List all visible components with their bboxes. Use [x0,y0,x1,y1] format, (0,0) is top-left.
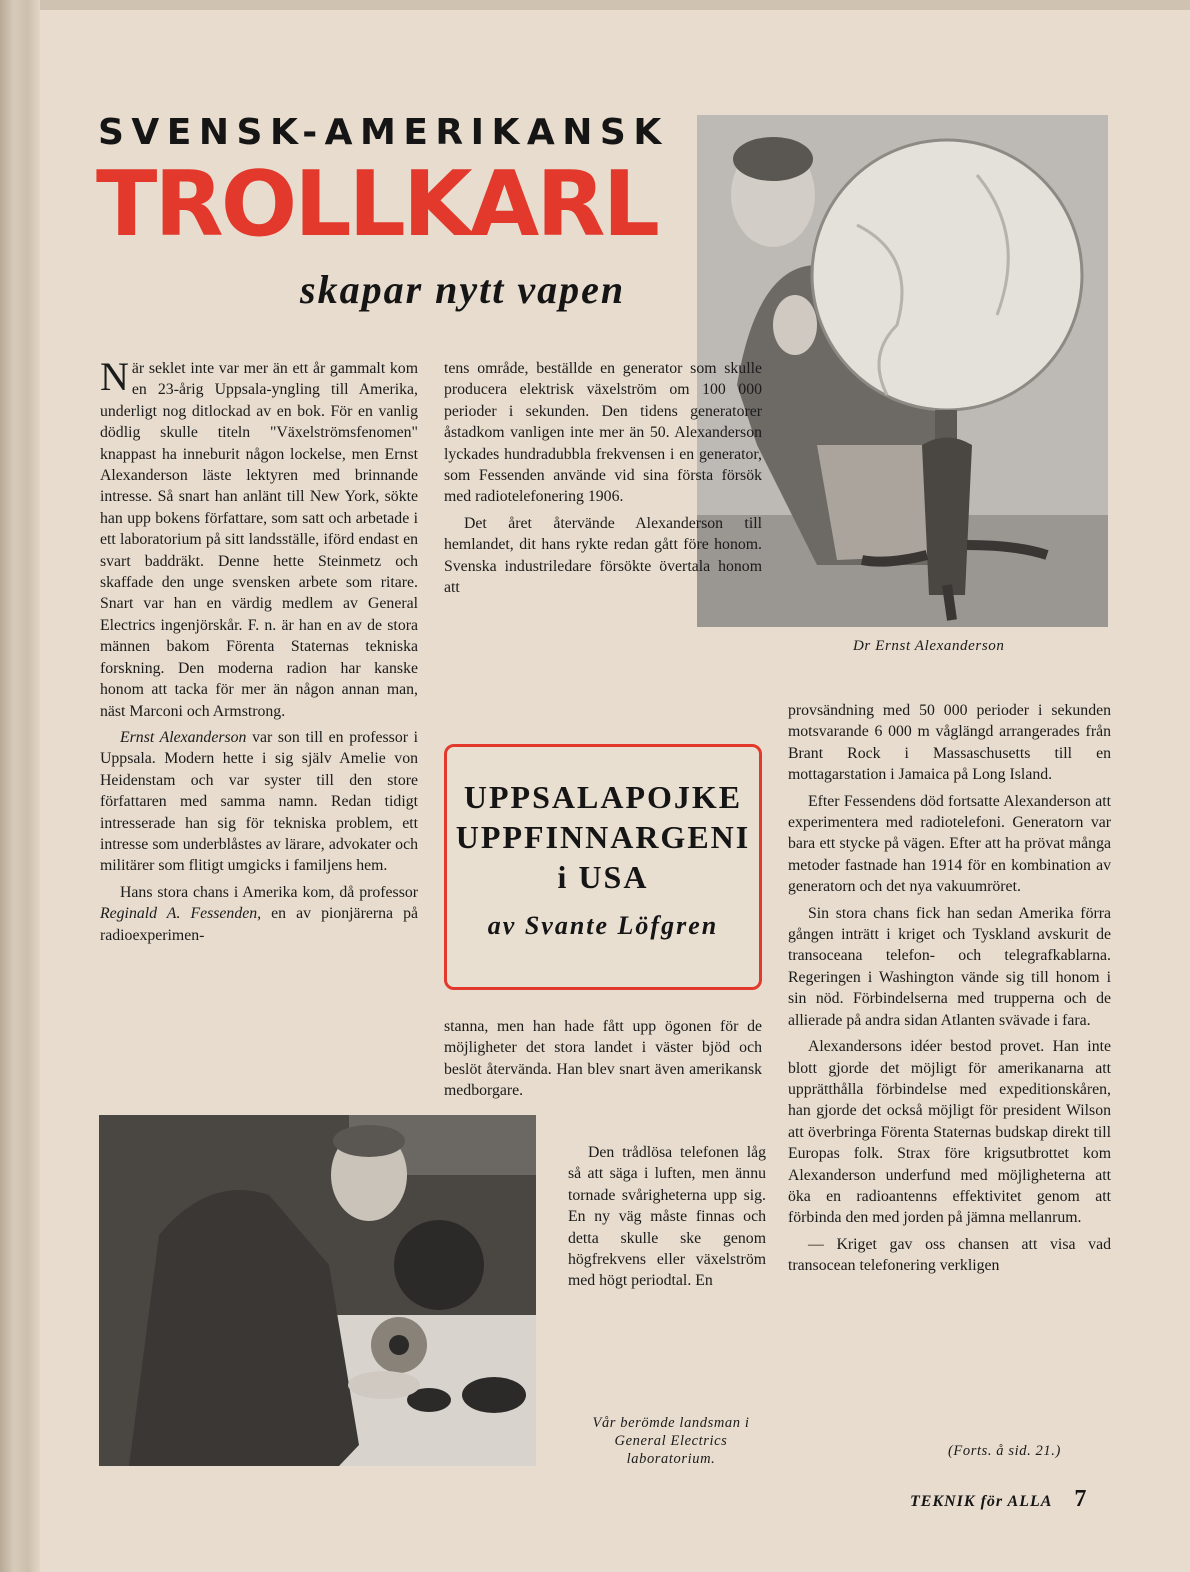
photo-lab-illustration [99,1115,536,1466]
box-title-line-1: UPPSALAPOJKE [463,779,743,815]
col3-paragraph-1: provsändning med 50 000 perioder i sekunden motsvarande 6 000 m våglängd arrangerades från Brant Rock i Massaschusetts till en mottagarstation i Jamaica på Long Island. [788,702,1111,784]
col1-p1-text: är seklet inte var mer än ett år gammalt kom en 23-årig Uppsala-yngling till Amerika, underligt nog ditlockad av en bok. För en vanlig dödlig skulle titeln "Växelströmsfenomen" knappast ha inneburit någon lockelse, men Ernst Alexanderson läste lektyren med brinnande intresse. Så snart han anlänt till New York, sökte han upp bokens författare, som satt och arbetade i ett laboratorium på sitt landsställe, iförd endast en svart baddräkt. Denne hette Steinmetz och skaffade den unge svensken arbete som ritare. Snart var han en värdig medlem av General Electrics ingenjörskår. F. n. är han en av de stora männen bakom Förenta Staternas tekniska forskning. Den moderna radion har kanske honom att tacka för mer än någon annan man, näst Marconi och Armstrong. [100,360,418,720]
author-byline: av Svante Löfgren [487,911,719,940]
col1-paragraph-1 [100,354,418,722]
col1-p3b-text: en av pionjärerna på radioexperimen- [100,905,418,944]
photo-laboratory [99,1115,536,1466]
article-column-3 [788,700,1111,1282]
col3-paragraph-3: Sin stora chans fick han sedan Amerika förra gången inträtt i kriget och Tyskland avskurit de transoceana telefon- och telegrafkablarna. Regeringen i Washington vände sig till honom i sin nöd. Förbindelserna med trupperna och de allierade på andra sidan Atlanten svävade i fara. [788,904,1111,1029]
page-spine [0,0,40,1572]
article-kicker: SVENSK-AMERIKANSK [98,112,669,153]
drop-cap: N [100,354,129,399]
photo1-caption: Dr Ernst Alexanderson [853,638,1005,654]
article-column-2-lower [444,1016,762,1107]
article-column-2-narrow [568,1142,766,1297]
col2-paragraph-3 [444,1016,762,1102]
page-footer [910,1486,1120,1513]
article-column-1 [100,354,418,951]
photo2-caption: Vår berömde landsman i General Electrics laboratorium. [592,1415,750,1467]
col2-paragraph-4: Den trådlösa telefonen låg så att säga i luften, men ännu tornade svårigheterna upp sig. En ny väg måste finnas och detta skulle ske genom högfrekvens eller växelström med högt periodtal. En [568,1144,766,1290]
name-alexanderson: Ernst Alexanderson [120,728,247,746]
page-top-edge [40,0,1190,10]
col2-paragraph-2: Det året återvände Alexanderson till hemlandet, dit hans rykte redan gått före honom. Svenska industriledare försökte övertala honom att [444,514,762,597]
col2-p3-text: stanna, men han hade fått upp ögonen för de möjligheter det stora landet i väster bjöd och beslöt återvända. Han blev snart även amerikansk medborgare. [444,1018,762,1100]
box-title-line-3: i USA [557,859,649,895]
col2-paragraph-1: tens område, beställde en generator som skulle producera elektrisk växelström om 100 000 perioder i sekunden. Den tidens generatorer åstadkom vanligen inte mer än 50. Alexanderson lyckades hundradubbla frekvensen i en generator, som Fessenden använde vid sina första försök med radiotelefonering 1906. [444,360,762,506]
col1-paragraph-2 [100,727,418,877]
page-number: 7 [1074,1486,1088,1512]
col1-p3a-text: Hans stora chans i Amerika kom, då professor [120,883,418,901]
article-headline: TROLLKARL [96,152,657,257]
continued-note: (Forts. å sid. 21.) [948,1443,1061,1459]
box-title-line-2: UPPFINNARGENI [455,819,751,855]
col3-paragraph-5: — Kriget gav oss chansen att visa vad transocean telefonering verkligen [788,1235,1111,1275]
name-fessenden: Reginald A. Fessenden, [100,905,262,923]
col3-paragraph-2: Efter Fessendens död fortsatte Alexanderson att experimentera med radiotelefoni. Generatorn var bara ett stycke på vägen. Efter att ha prövat många metoder fastnade han 1914 för en kombination av generatorn och det nya vakuumröret. [788,792,1111,896]
magazine-name: TEKNIK för ALLA [910,1493,1053,1510]
article-column-2-top [444,358,762,603]
col1-paragraph-3 [100,882,418,946]
col3-paragraph-4: Alexandersons idéer bestod provet. Han inte blott gjorde det möjligt för amerikanarna att upprätthålla förbindelse med expeditionskåren, han gjorde det också möjligt för president Wilson att överbringa Förenta Staternas budskap direkt till Europas folk. Strax före krigsutbrottet kom Alexanderson underfund med möjligheterna att öka en radioantenns effektivitet genom att förbinda den med jorden på jämna mellanrum. [788,1038,1111,1227]
article-title-box [444,744,762,990]
article-subhead: skapar nytt vapen [300,267,626,312]
col1-p2-text: var son till en professor i Uppsala. Modern hette i sig själv Amelie von Heidenstam och var syster till den store författaren med samma namn. Redan tidigt intresserade han sig för tekniska problem, ett intresse som underblåstes av lärare, advokater och militärer som flitigt umgicks i familjens hem. [100,728,418,875]
